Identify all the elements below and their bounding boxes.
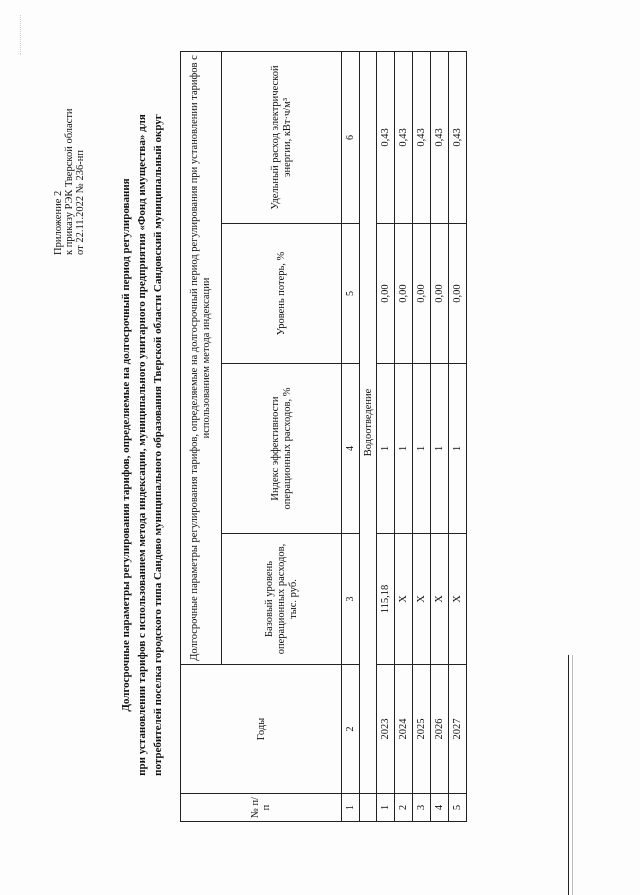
row-loss-level: 0,00	[448, 224, 466, 364]
row-year: 2025	[413, 665, 431, 794]
row-efficiency-index: 1	[395, 364, 413, 534]
row-year: 2023	[377, 665, 395, 794]
appendix-note	[53, 15, 86, 255]
appendix-line-3: от 22.11.2022 № 236-нп	[75, 150, 86, 255]
parameters-table	[180, 51, 467, 822]
header-number: № п/п	[181, 794, 342, 822]
table-row	[431, 51, 449, 821]
row-year: 2024	[395, 665, 413, 794]
title-line-2: при установлении тарифов с использованием метода индексации, муниципального унитарного предприятия «Фонд имущества» для	[136, 114, 148, 776]
row-year: 2027	[448, 665, 466, 794]
row-efficiency-index: 1	[448, 364, 466, 534]
footer-rule	[568, 655, 569, 895]
column-number: 6	[342, 51, 360, 223]
row-base-level: X	[431, 534, 449, 665]
title-line-1: Долгосрочные параметры регулирования тарифов, определяемые на долгосрочный период регулирования	[120, 178, 132, 712]
table-row	[448, 51, 466, 821]
row-loss-level: 0,00	[431, 224, 449, 364]
row-energy-consumption: 0,43	[395, 51, 413, 223]
row-number: 5	[448, 794, 466, 822]
scan-artifact	[20, 15, 21, 55]
row-energy-consumption: 0,43	[413, 51, 431, 223]
document-title	[118, 60, 166, 830]
appendix-line-2: к приказу РЭК Тверской области	[64, 108, 75, 255]
header-energy-consumption: Удельный расход электрической энергии, кВт·ч/м³	[222, 51, 342, 223]
header-base-level: Базовый уровень операционных расходов, тыс. руб.	[222, 534, 342, 665]
column-number: 3	[342, 534, 360, 665]
appendix-line-1: Приложение 2	[53, 190, 64, 255]
row-number: 1	[377, 794, 395, 822]
row-base-level: X	[448, 534, 466, 665]
column-number: 5	[342, 224, 360, 364]
table-row	[377, 51, 395, 821]
table-row	[413, 51, 431, 821]
column-numbers-row	[342, 51, 360, 821]
table-header-row	[181, 51, 222, 821]
row-number: 2	[395, 794, 413, 822]
row-efficiency-index: 1	[413, 364, 431, 534]
footer-rule-shadow	[572, 655, 573, 895]
header-loss-level: Уровень потерь, %	[222, 224, 342, 364]
row-base-level: 115,18	[377, 534, 395, 665]
column-number: 2	[342, 665, 360, 794]
section-label: Водоотведение	[360, 51, 377, 793]
row-year: 2026	[431, 665, 449, 794]
header-years: Годы	[181, 665, 342, 794]
row-number: 3	[413, 794, 431, 822]
row-efficiency-index: 1	[431, 364, 449, 534]
row-efficiency-index: 1	[377, 364, 395, 534]
table-row	[395, 51, 413, 821]
title-line-3: потребителей поселка городского типа Сандово муниципального образования Тверской области Сандовский муниципальный округ	[152, 114, 164, 776]
row-loss-level: 0,00	[413, 224, 431, 364]
row-number: 4	[431, 794, 449, 822]
row-base-level: X	[413, 534, 431, 665]
column-number: 1	[342, 794, 360, 822]
row-loss-level: 0,00	[377, 224, 395, 364]
row-energy-consumption: 0,43	[377, 51, 395, 223]
header-params-group: Долгосрочные параметры регулирования тарифов, определяемые на долгосрочный период регулирования при установлении тарифов с использованием метода индексации	[181, 51, 222, 664]
row-energy-consumption: 0,43	[431, 51, 449, 223]
section-row	[360, 51, 377, 821]
row-energy-consumption: 0,43	[448, 51, 466, 223]
column-number: 4	[342, 364, 360, 534]
section-blank	[360, 794, 377, 822]
row-loss-level: 0,00	[395, 224, 413, 364]
row-base-level: X	[395, 534, 413, 665]
header-efficiency-index: Индекс эффективности операционных расходов, %	[222, 364, 342, 534]
